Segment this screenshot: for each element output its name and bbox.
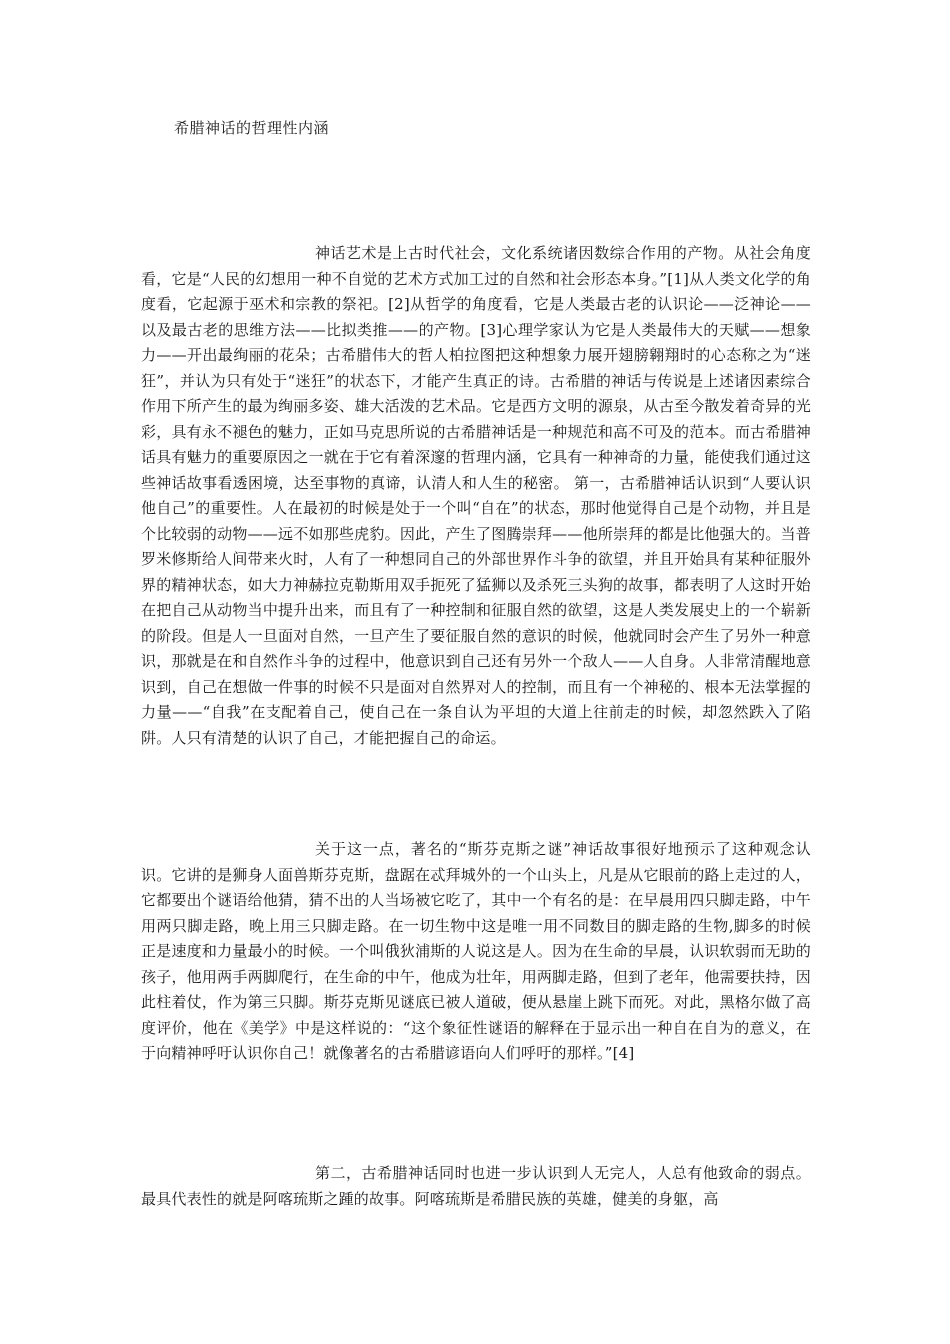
- document-title: 希腊神话的哲理性内涵: [174, 119, 330, 137]
- paragraph-1: 神话艺术是上古时代社会，文化系统诸因数综合作用的产物。从社会角度看，它是“人民的幻想用一种不自觉的艺术方式加工过的自然和社会形态本身。”[1]从人类文化学的角度看，它起源于巫术和宗教的祭祀。[2]从哲学的角度看，它是人类最古老的认识论——泛神论——以及最古老的思维方法——比拟类推——的产物。[3]心理学家认为它是人类最伟大的天赋——想象力——开出最绚丽的花朵；古希腊伟大的哲人柏拉图把这种想象力展开翅膀翱翔时的心态称之为“迷狂”，并认为只有处于“迷狂”的状态下，才能产生真正的诗。古希腊的神话与传说是上述诸因素综合作用下所产生的最为绚丽多姿、雄大活泼的艺术品。它是西方文明的源泉，从古至今散发着奇异的光彩，具有永不褪色的魅力，正如马克思所说的古希腊神话是一种规范和高不可及的范本。而古希腊神话具有魅力的重要原因之一就在于它有着深邃的哲理内涵，它具有一种神奇的力量，能使我们通过这些神话故事看透困境，达至事物的真谛，认清人和人生的秘密。 第一，古希腊神话认识到“人要认识他自己”的重要性。人在最初的时候是处于一个叫“自在”的状态，那时他觉得自己是个动物，并且是个比较弱的动物——远不如那些虎豹。因此，产生了图腾崇拜——他所崇拜的都是比他强大的。当普罗米修斯给人间带来火时，人有了一种想同自己的外部世界作斗争的欲望，并且开始具有某种征服外界的精神状态，如大力神赫拉克勒斯用双手扼死了猛狮以及杀死三头狗的故事，都表明了人这时开始在把自己从动物当中提升出来，而且有了一种控制和征服自然的欲望，这是人类发展史上的一个崭新的阶段。但是人一旦面对自然，一旦产生了要征服自然的意识的时候，他就同时会产生了另外一种意识，那就是在和自然作斗争的过程中，他意识到自己还有另外一个敌人——人自身。人非常清醒地意识到，自己在想做一件事的时候不只是面对自然界对人的控制，而且有一个神秘的、根本无法掌握的力量——“自我”在支配着自己，使自己在一条自认为平坦的大道上往前走的时候，却忽然跌入了陷阱。人只有清楚的认识了自己，才能把握自己的命运。: [141, 244, 811, 747]
- paragraph-3: 第二，古希腊神话同时也进一步认识到人无完人，人总有他致命的弱点。最具代表性的就是阿喀琉斯之踵的故事。阿喀琉斯是希腊民族的英雄，健美的身躯，高: [141, 1164, 811, 1208]
- paragraph-2: 关于这一点，著名的“斯芬克斯之谜”神话故事很好地预示了这种观念认识。它讲的是狮身人面兽斯芬克斯，盘踞在忒拜城外的一个山头上，凡是从它眼前的路上走过的人，它都要出个谜语给他猜，猜不出的人当场被它吃了，其中一个有名的是：在早晨用四只脚走路，中午用两只脚走路，晚上用三只脚走路。在一切生物中这是唯一用不同数目的脚走路的生物,脚多的时候正是速度和力量最小的时候。一个叫俄狄浦斯的人说这是人。因为在生命的早晨，认识软弱而无助的孩子，他用两手两脚爬行，在生命的中午，他成为壮年，用两脚走路，但到了老年，他需要扶持，因此柱着仗，作为第三只脚。斯芬克斯见谜底已被人道破，便从悬崖上跳下而死。对此，黑格尔做了高度评价，他在《美学》中是这样说的：“这个象征性谜语的解释在于显示出一种自在自为的意义，在于向精神呼吁认识你自己！就像著名的古希腊谚语向人们呼吁的那样。”[4]: [141, 840, 811, 1062]
